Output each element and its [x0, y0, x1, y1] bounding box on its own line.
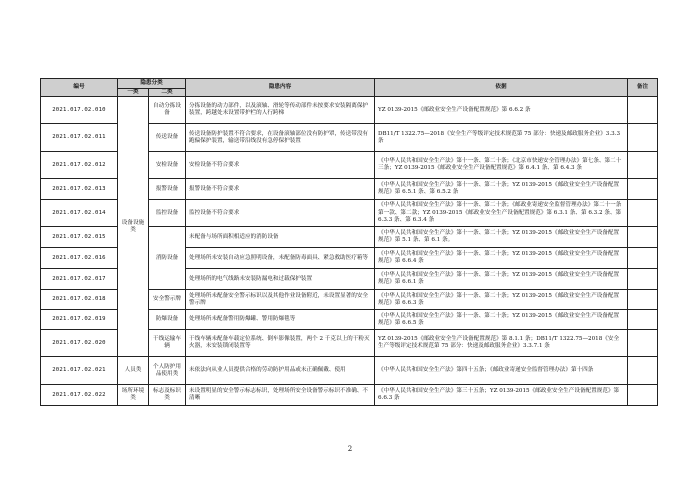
row-basis: 《中华人民共和国安全生产法》第十一条、第二十条；《邮政业寄递安全监督管理办法》第二十一条第一款、第二款；YZ 0139-2015《邮政业安全生产设备配置规范》第 6.3.1 条、第 6.3.2 条、第 6.3.3 条、第 6.3.4 条 — [375, 200, 628, 227]
row-basis: YZ 0139-2015《邮政业安全生产设备配置规范》第 6.6.2 条 — [375, 97, 628, 124]
row-remark — [628, 310, 658, 330]
row-code: 2021.017.02.021 — [41, 357, 118, 385]
row-content: 分拣设备的动力部件，以及滚轴、滑轮等传动部件未按要求安装隔离保护装置，跨越处未设置带护栏的人行跨梯 — [186, 97, 375, 124]
row-code: 2021.017.02.020 — [41, 330, 118, 357]
header-remark: 备注 — [628, 79, 658, 97]
row-code: 2021.017.02.016 — [41, 248, 118, 269]
row-remark — [628, 385, 658, 406]
row-content: 处理场所未安装自动应急照明设备，未配备防毒面具、紧急救助医疗箱等 — [186, 248, 375, 269]
category-environment: 场所环境类 — [118, 385, 149, 406]
row-basis: 《中华人民共和国安全生产法》第十一条、第二十条；YZ 0139-2015《邮政业安全生产设备配置规范》第 6.6.4 条 — [375, 248, 628, 269]
row-type2: 自动分拣设备 — [149, 97, 186, 124]
row-code: 2021.017.02.014 — [41, 200, 118, 227]
row-remark — [628, 152, 658, 179]
row-type2: 安全警示牌 — [149, 290, 186, 310]
row-type2: 干线运输车辆 — [149, 330, 186, 357]
header-category: 隐患分类 — [118, 79, 186, 89]
row-basis: 《中华人民共和国安全生产法》第四十五条；《邮政业寄递安全监督管理办法》第十四条 — [375, 357, 628, 385]
table-row — [41, 385, 658, 406]
row-remark — [628, 200, 658, 227]
row-content: 处理场所的电气线路未安装防漏电和过载保护装置 — [186, 269, 375, 290]
row-remark — [628, 97, 658, 124]
row-basis: 《中华人民共和国安全生产法》第十一条、第二十条；YZ 0139-2015《邮政业安全生产设备配置规范》第 6.6.5 条 — [375, 310, 628, 330]
row-type2: 个人防护用品使用类 — [149, 357, 186, 385]
row-content: 处理场所未配备安全警示标识以及其他作业设备附近，未设置显著的安全警示牌 — [186, 290, 375, 310]
row-content: 干线车辆未配备车载定位系统、倒车影像装置，两个 2 千克以上的干粉灭火器，未安装锁闭装置等 — [186, 330, 375, 357]
row-code: 2021.017.02.017 — [41, 269, 118, 290]
row-basis: 《中华人民共和国安全生产法》第三十五条；YZ 0139-2015《邮政业安全生产设备配置规范》第 6.6.3 条 — [375, 385, 628, 406]
page-number: 2 — [347, 445, 353, 453]
row-code: 2021.017.02.010 — [41, 97, 118, 124]
header-level1: 一类 — [118, 89, 149, 97]
row-remark — [628, 179, 658, 200]
header-code: 编号 — [41, 79, 118, 97]
row-remark — [628, 290, 658, 310]
row-basis: DB11/T 1322.75—2018《安全生产等级评定技术规范第 75 部分：快递及邮政服务企业》3.3.3 条 — [375, 124, 628, 152]
table-row — [41, 357, 658, 385]
row-content: 监控设备不符合要求 — [186, 200, 375, 227]
header-basis: 依据 — [375, 79, 628, 97]
row-type2: 防爆设备 — [149, 310, 186, 330]
row-content: 未设置明显的安全警示标志标识，处理场所安全设备警示标识不准确、不清晰 — [186, 385, 375, 406]
category-personnel: 人员类 — [118, 357, 149, 385]
row-type2: 监控设备 — [149, 200, 186, 227]
row-basis: 《中华人民共和国安全生产法》第十一条、第二十条；YZ 0139-2015《邮政业安全生产设备配置规范》第 6.6.1 条 — [375, 269, 628, 290]
header-level2: 二类 — [149, 89, 186, 97]
header-content: 隐患内容 — [186, 79, 375, 97]
row-remark — [628, 357, 658, 385]
row-remark — [628, 330, 658, 357]
row-code: 2021.017.02.013 — [41, 179, 118, 200]
row-code: 2021.017.02.019 — [41, 310, 118, 330]
row-basis: 《中华人民共和国安全生产法》第十一条、第二十条；YZ 0139-2015《邮政业安全生产设备配置规范》第 6.6.3 条 — [375, 290, 628, 310]
row-basis: 《中华人民共和国安全生产法》第十一条、第二十条；YZ 0139-2015《邮政业安全生产设备配置规范》第 6.5.1 条、第 6.5.2 条 — [375, 179, 628, 200]
row-remark — [628, 227, 658, 248]
row-content: 未配备与场所面积相适应的消防设备 — [186, 227, 375, 248]
row-code: 2021.017.02.022 — [41, 385, 118, 406]
category-equipment: 设备设施类 — [118, 97, 149, 357]
table-row — [41, 97, 658, 124]
row-code: 2021.017.02.015 — [41, 227, 118, 248]
row-basis: 《中华人民共和国安全生产法》第十一条、第二十条；《北京市快递安全管理办法》第七条、第二十三条；YZ 0139-2015《邮政业安全生产设备配置规范》第 6.4.1 条、第 6.4.3 条 — [375, 152, 628, 179]
row-type2: 传送设备 — [149, 124, 186, 152]
row-basis: YZ 0139-2015《邮政业安全生产设备配置规范》第 8.1.1 条；DB11/T 1322.75—2018《安全生产等级评定技术规范第 75 部分：快递及邮政服务企业》3.3.7.1 条 — [375, 330, 628, 357]
row-type2: 标志及标识类 — [149, 385, 186, 406]
row-code: 2021.017.02.012 — [41, 152, 118, 179]
row-content: 未依法向从业人员提供合格的劳动防护用品或未正确佩戴、使用 — [186, 357, 375, 385]
row-type2: 报警设备 — [149, 179, 186, 200]
row-content: 报警设备不符合要求 — [186, 179, 375, 200]
row-remark — [628, 269, 658, 290]
hazard-table — [40, 78, 658, 406]
row-type2: 消防设备 — [149, 227, 186, 290]
row-remark — [628, 248, 658, 269]
row-type2: 安检设备 — [149, 152, 186, 179]
row-remark — [628, 124, 658, 152]
row-content: 安检设备不符合要求 — [186, 152, 375, 179]
row-content: 传送设备防护装置不符合要求，在设备滚轴部位没有防护罩，传送带没有跑偏保护装置，输送带沿线没有急停保护装置 — [186, 124, 375, 152]
row-code: 2021.017.02.018 — [41, 290, 118, 310]
row-basis: 《中华人民共和国安全生产法》第十一条、第二十条；YZ 0139-2015《邮政业安全生产设备配置规范》第 5.1 条、第 6.1 条。 — [375, 227, 628, 248]
row-content: 处理场所未配备警用防爆罐、警用防爆毯等 — [186, 310, 375, 330]
row-code: 2021.017.02.011 — [41, 124, 118, 152]
